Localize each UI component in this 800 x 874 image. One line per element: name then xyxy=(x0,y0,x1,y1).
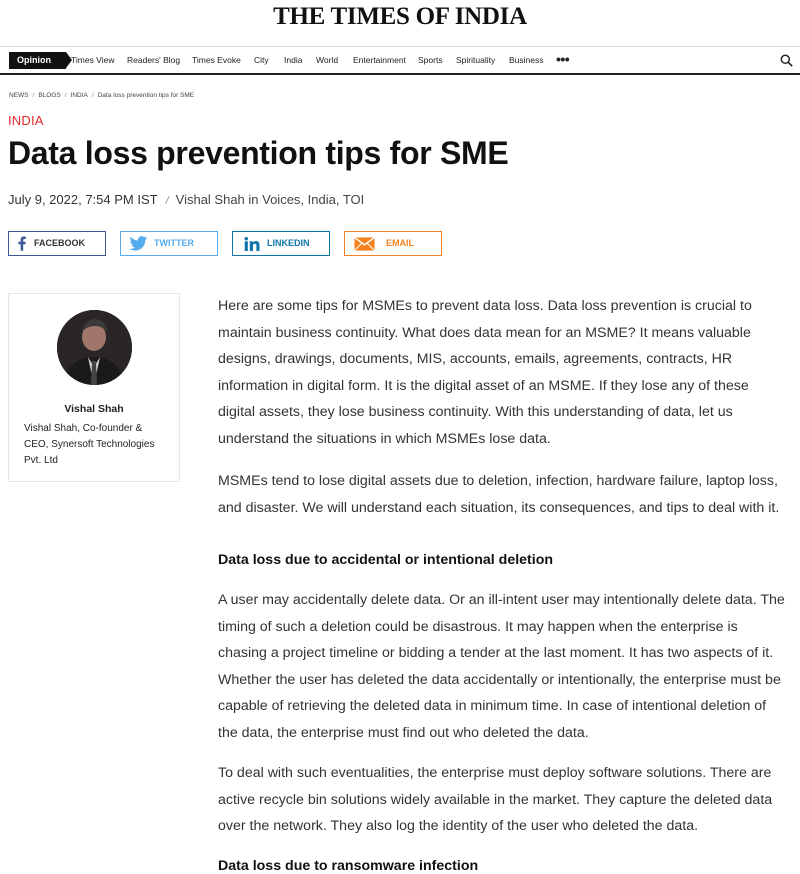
breadcrumb-separator: / xyxy=(91,92,94,99)
masthead xyxy=(0,0,800,46)
nav-item-world[interactable]: World xyxy=(316,55,339,65)
nav-item-times-view[interactable]: Times View xyxy=(71,55,115,65)
nav-item-business[interactable]: Business xyxy=(509,55,544,65)
breadcrumb-news[interactable]: NEWS xyxy=(9,92,29,99)
share-email-button[interactable] xyxy=(344,231,442,256)
breadcrumb-separator: / xyxy=(32,92,35,99)
linkedin-icon xyxy=(244,237,261,251)
article-byline xyxy=(8,192,364,207)
breadcrumb xyxy=(9,92,194,99)
nav-item-city[interactable]: City xyxy=(254,55,269,65)
author-name[interactable]: Vishal Shah xyxy=(64,403,124,415)
author-description: Vishal Shah, Co-founder & CEO, Synersoft Technologies Pvt. Ltd xyxy=(24,423,155,466)
section-heading-ransomware: Data loss due to ransomware infection xyxy=(218,858,479,874)
share-twitter-button[interactable] xyxy=(120,231,218,256)
breadcrumb-current: Data loss prevention tips for SME xyxy=(97,92,195,99)
nav-item-india[interactable]: India xyxy=(284,55,303,65)
share-facebook-button[interactable] xyxy=(8,231,106,256)
nav-item-sports[interactable]: Sports xyxy=(418,55,443,65)
nav-item-entertainment[interactable]: Entertainment xyxy=(353,55,406,65)
byline-author[interactable]: Vishal Shah in Voices, India, TOI xyxy=(175,192,365,207)
breadcrumb-separator: / xyxy=(64,92,67,99)
author-avatar[interactable] xyxy=(57,310,132,385)
section-heading-deletion: Data loss due to accidental or intentional deletion xyxy=(218,552,554,568)
breadcrumb-india[interactable]: INDIA xyxy=(70,92,88,99)
share-twitter-label: TWITTER xyxy=(154,238,194,248)
site-logo[interactable]: THE TIMES OF INDIA xyxy=(273,3,527,30)
share-facebook-label: FACEBOOK xyxy=(34,238,86,248)
article-paragraph: Here are some tips for MSMEs to prevent data loss. Data loss prevention is crucial to maintain business continuity. What does data mean for an MSME? It means valuable designs, drawings, documents, MIS, accounts, emails, agreements, contracts, HR information in digital form. It is the digital asset of an MSME. If they lose any of these digital assets, they lose business continuity. With this understanding of data, let us understand the situations in which MSMEs lose data. xyxy=(218,298,752,447)
nav-item-readers-blog[interactable]: Readers' Blog xyxy=(127,55,181,65)
share-linkedin-label: LINKEDIN xyxy=(267,238,310,248)
breadcrumb-blogs[interactable]: BLOGS xyxy=(38,92,61,99)
byline-separator: / xyxy=(165,195,169,207)
author-card xyxy=(8,293,180,482)
main-nav xyxy=(0,46,800,75)
publish-date: July 9, 2022, 7:54 PM IST xyxy=(8,192,158,207)
article-paragraph: To deal with such eventualities, the enterprise must deploy software solutions. There are active recycle bin solutions widely available in the market. They capture the deleted data over the network. They also log the identity of the user who deleted the data. xyxy=(218,765,773,834)
search-icon[interactable] xyxy=(780,54,793,67)
share-linkedin-button[interactable] xyxy=(232,231,330,256)
nav-item-spirituality[interactable]: Spirituality xyxy=(456,55,496,65)
nav-opinion-tab[interactable]: Opinion xyxy=(9,52,66,69)
facebook-icon xyxy=(18,236,26,251)
article-paragraph: A user may accidentally delete data. Or an ill-intent user may intentionally delete data. The timing of such a deletion could be disastrous. It may happen when the enterprise is chasing a project timeline or bidding a tender at the last moment. It has two aspects of it. Whether the user has deleted the data accidentally or intentionally, the enterprise must be capable of retrieving the deleted data in minimum time. In case of intentional deletion of the data, the enterprise must find out who deleted the data. xyxy=(218,592,785,741)
email-icon xyxy=(353,237,376,251)
article-paragraph: MSMEs tend to lose digital assets due to deletion, infection, hardware failure, laptop loss, and disaster. We will understand each situation, its consequences, and tips to deal with it. xyxy=(218,473,780,516)
twitter-icon xyxy=(129,236,148,251)
more-menu-icon[interactable]: ••• xyxy=(556,51,570,67)
nav-item-times-evoke[interactable]: Times Evoke xyxy=(192,55,241,65)
share-email-label: EMAIL xyxy=(386,238,414,248)
author-photo xyxy=(57,310,132,385)
article-category[interactable]: INDIA xyxy=(8,113,44,128)
article-title: Data loss prevention tips for SME xyxy=(8,135,509,171)
